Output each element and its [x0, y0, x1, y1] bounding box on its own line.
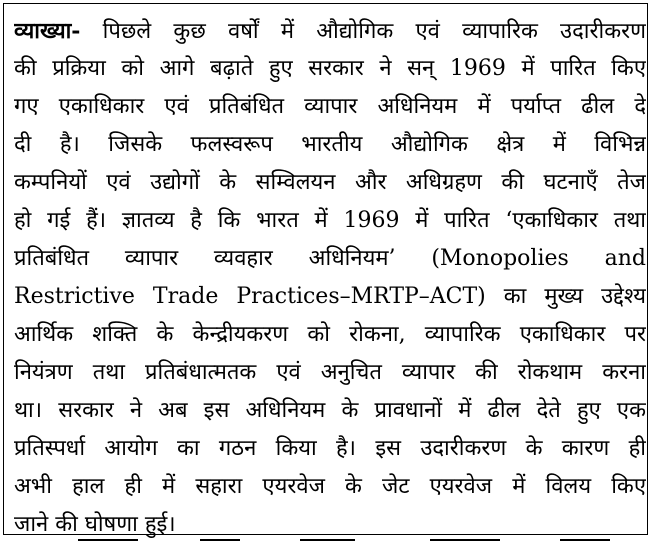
explanation-heading: व्याख्या- [14, 18, 81, 44]
passage-line-13: अभी हाल ही में सहारा एयरवेज के जेट एयरवेज में विलय किए [14, 474, 646, 499]
passage-line-4: दी है। जिसके फलस्वरूप भारतीय औद्योगिक क्षेत्र में विभिन्न [14, 132, 646, 157]
passage-line-11: था। सरकार ने अब इस अधिनियम के प्रावधानों में ढील देते हुए एक [14, 398, 646, 423]
passage-line-9: आर्थिक शक्ति के केन्द्रीयकरण को रोकना, व्यापारिक एकाधिकार पर [14, 322, 646, 347]
passage-line-5: कम्पनियों एवं उद्योगों के सम्विलयन और अधिग्रहण की घटनाएँ तेज [14, 170, 646, 195]
passage-line-12: प्रतिस्पर्धा आयोग का गठन किया है। इस उदारीकरण के कारण ही [14, 436, 646, 461]
cutoff-fragment [300, 539, 355, 541]
cutoff-fragment [430, 539, 500, 541]
cutoff-fragment [78, 539, 138, 541]
cutoff-fragment [560, 539, 610, 541]
passage-line-10: नियंत्रण तथा प्रतिबंधात्मतक एवं अनुचित व्यापार की रोकथाम करना [14, 360, 646, 385]
passage-line-1-text: पिछले कुछ वर्षों में औद्योगिक एवं व्यापारिक उदारीकरण [80, 19, 646, 44]
cutoff-fragment [200, 539, 240, 541]
text-box [3, 3, 648, 535]
passage-line-1 [14, 12, 646, 50]
passage-line-3: गए एकाधिकार एवं प्रतिबंधित व्यापार अधिनियम में पर्याप्त ढील दे [14, 94, 646, 119]
passage-line-7: प्रतिबंधित व्यापार व्यवहार अधिनियम’ (Monopolies and [14, 246, 646, 271]
explanation-passage [14, 12, 646, 544]
next-line-cutoff [0, 536, 657, 545]
passage-line-14: जाने की घोषणा हुई। [14, 512, 176, 537]
passage-line-2: की प्रक्रिया को आगे बढ़ाते हुए सरकार ने सन् 1969 में पारित किए [14, 56, 646, 81]
passage-line-6: हो गई हैं। ज्ञातव्य है कि भारत में 1969 में पारित ‘एकाधिकार तथा [14, 208, 646, 233]
passage-line-8: Restrictive Trade Practices–MRTP–ACT) का मुख्य उद्देश्य [14, 284, 646, 309]
